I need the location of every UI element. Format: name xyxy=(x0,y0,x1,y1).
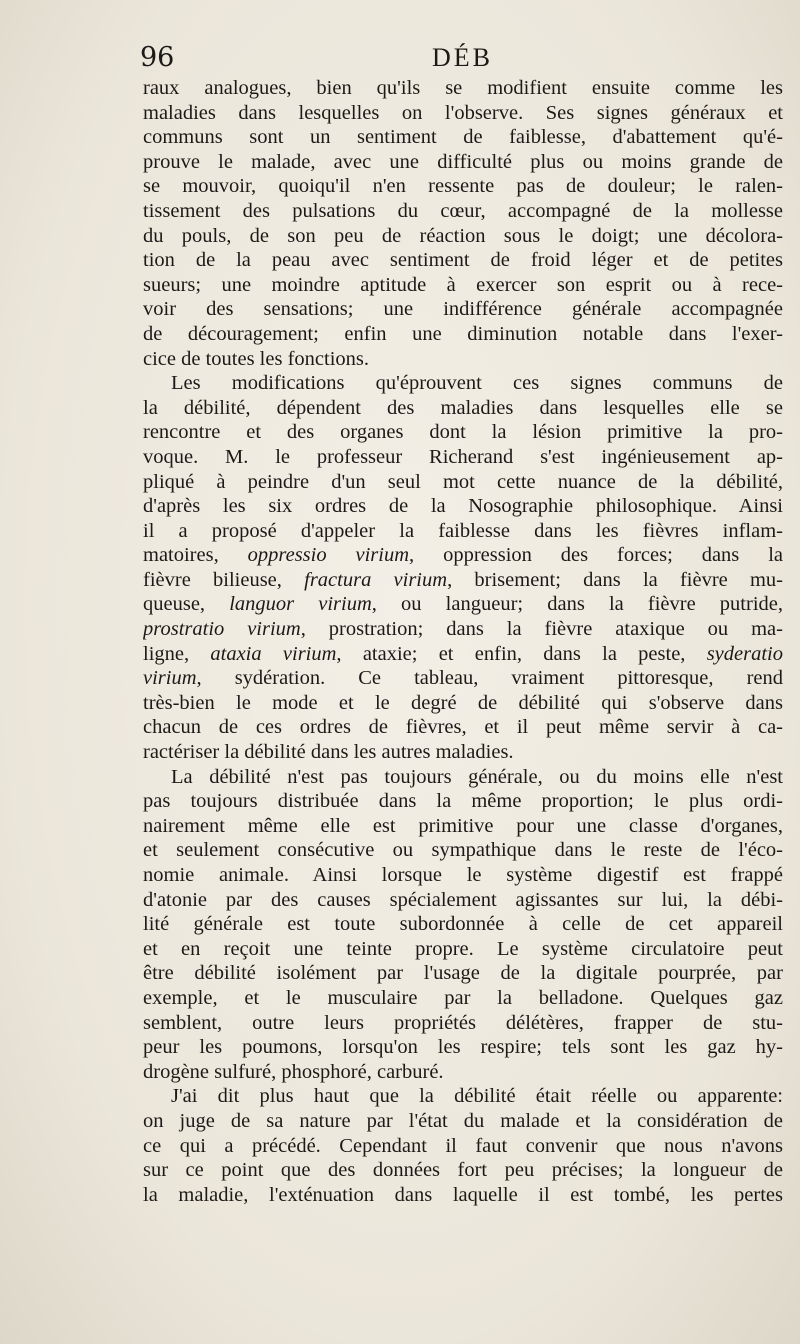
text-run: ligne, xyxy=(143,642,211,665)
text-run: , prostration; dans la fièvre ataxique ou ma- xyxy=(300,618,783,641)
running-head: DÉB xyxy=(432,43,493,72)
text-line: voque. M. le professeur Richerand s'est ingénieusement ap- xyxy=(143,445,783,468)
text-line: communs sont un sentiment de faiblesse, d'abattement qu'é- xyxy=(143,126,783,149)
text-line: Les modifications qu'éprouvent ces signes communs de xyxy=(171,372,783,395)
text-run: , sydération. Ce tableau, vraiment pittoresque, rend xyxy=(196,667,783,690)
text-line: chacun de ces ordres de fièvres, et il peut même servir à ca- xyxy=(143,716,783,739)
paragraph-4 xyxy=(143,1084,783,1207)
text-run: queuse, xyxy=(143,593,230,616)
text-line: être débilité isolément par l'usage de la digitale pourprée, par xyxy=(143,962,783,985)
latin-term: prostratio virium xyxy=(143,618,301,641)
text-line xyxy=(143,666,783,691)
text-line: du pouls, de son peu de réaction sous le doigt; une décolora- xyxy=(143,224,783,247)
text-run: , ou langueur; dans la fièvre putride, xyxy=(371,593,783,616)
text-line: la débilité, dépendent des maladies dans lesquelles elle se xyxy=(143,396,783,419)
text-line: et seulement consécutive ou sympathique dans le reste de l'éco- xyxy=(143,839,783,862)
text-line: voir des sensations; une indifférence générale accompagnée xyxy=(143,298,783,321)
text-run: fièvre bilieuse, xyxy=(143,568,305,591)
text-line: se mouvoir, quoiqu'il n'en ressente pas de douleur; le ralen- xyxy=(143,175,783,198)
text-line: nomie animale. Ainsi lorsque le système digestif est frappé xyxy=(143,864,783,886)
text-line: très-bien le mode et le degré de débilité qui s'observe dans xyxy=(143,691,783,714)
text-line: La débilité n'est pas toujours générale, ou du moins elle n'est xyxy=(171,765,783,788)
text-line: cice de toutes les fonctions. xyxy=(143,347,370,370)
text-line xyxy=(143,642,783,667)
latin-term: languor virium xyxy=(229,593,372,616)
text-line: nairement même elle est primitive pour une classe d'organes, xyxy=(143,814,783,837)
page-number: 96 xyxy=(140,42,175,73)
page-header xyxy=(140,40,785,76)
text-line: pas toujours distribuée dans la même proportion; le plus ordi- xyxy=(143,790,783,813)
text-line: J'ai dit plus haut que la débilité était réelle ou apparente: xyxy=(171,1085,783,1108)
text-line: pliqué à peindre d'un seul mot cette nuance de la débilité, xyxy=(143,470,783,493)
text-run: , ataxie; et enfin, dans la peste, xyxy=(336,642,707,665)
text-line: lité générale est toute subordonnée à celle de cet appareil xyxy=(143,913,783,936)
paragraph-1 xyxy=(143,76,783,371)
text-line: tion de la peau avec sentiment de froid léger et de petites xyxy=(143,249,783,272)
latin-term: fractura virium xyxy=(304,568,448,591)
text-line: rencontre et des organes dont la lésion primitive la pro- xyxy=(143,421,783,444)
text-line: la maladie, l'exténuation dans laquelle il est tombé, les pertes xyxy=(143,1183,783,1206)
text-line: raux analogues, bien qu'ils se modifient ensuite comme les xyxy=(143,77,783,99)
text-run: , brisement; dans la fièvre mu- xyxy=(447,568,783,591)
paragraph-3 xyxy=(143,765,783,1085)
latin-term: oppressio virium xyxy=(247,544,410,567)
text-line: il a proposé d'appeler la faiblesse dans les fièvres inflam- xyxy=(143,519,783,542)
text-line: peur les poumons, lorsqu'on les respire; tels sont les gaz hy- xyxy=(143,1036,783,1059)
latin-term: virium xyxy=(143,667,197,690)
latin-term: ataxia virium xyxy=(210,642,337,665)
text-line: de découragement; enfin une diminution notable dans l'exer- xyxy=(143,322,783,345)
body-text xyxy=(143,76,783,1207)
text-line: ce qui a précédé. Cependant il faut convenir que nous n'avons xyxy=(143,1134,783,1157)
text-run: matoires, xyxy=(143,544,248,567)
text-line: drogène sulfuré, phosphoré, carburé. xyxy=(143,1060,444,1083)
text-line: et en reçoit une teinte propre. Le système circulatoire peut xyxy=(143,937,783,960)
text-line xyxy=(143,568,783,593)
text-line xyxy=(143,543,783,568)
text-line: d'après les six ordres de la Nosographie philosophique. Ainsi xyxy=(143,495,783,518)
latin-term: syderatio xyxy=(706,642,783,665)
text-line: sueurs; une moindre aptitude à exercer son esprit ou à rece- xyxy=(143,273,783,296)
text-line xyxy=(143,617,783,642)
text-line: semblent, outre leurs propriétés délétères, frapper de stu- xyxy=(143,1011,783,1034)
text-line: exemple, et le musculaire par la belladone. Quelques gaz xyxy=(143,986,783,1009)
paragraph-2 xyxy=(143,371,783,765)
text-line xyxy=(143,592,783,617)
text-line: prouve le malade, avec une difficulté plus ou moins grande de xyxy=(143,150,783,173)
text-line: maladies dans lesquelles on l'observe. Ses signes généraux et xyxy=(143,101,783,124)
text-line: sur ce point que des données fort peu précises; la longueur de xyxy=(143,1159,783,1182)
text-run: , oppression des forces; dans la xyxy=(409,544,783,567)
text-line: d'atonie par des causes spécialement agissantes sur lui, la débi- xyxy=(143,888,783,911)
text-line: on juge de sa nature par l'état du malade et la considération de xyxy=(143,1109,783,1132)
text-line: tissement des pulsations du cœur, accompagné de la mollesse xyxy=(143,199,783,222)
text-line: ractériser la débilité dans les autres maladies. xyxy=(143,741,514,764)
